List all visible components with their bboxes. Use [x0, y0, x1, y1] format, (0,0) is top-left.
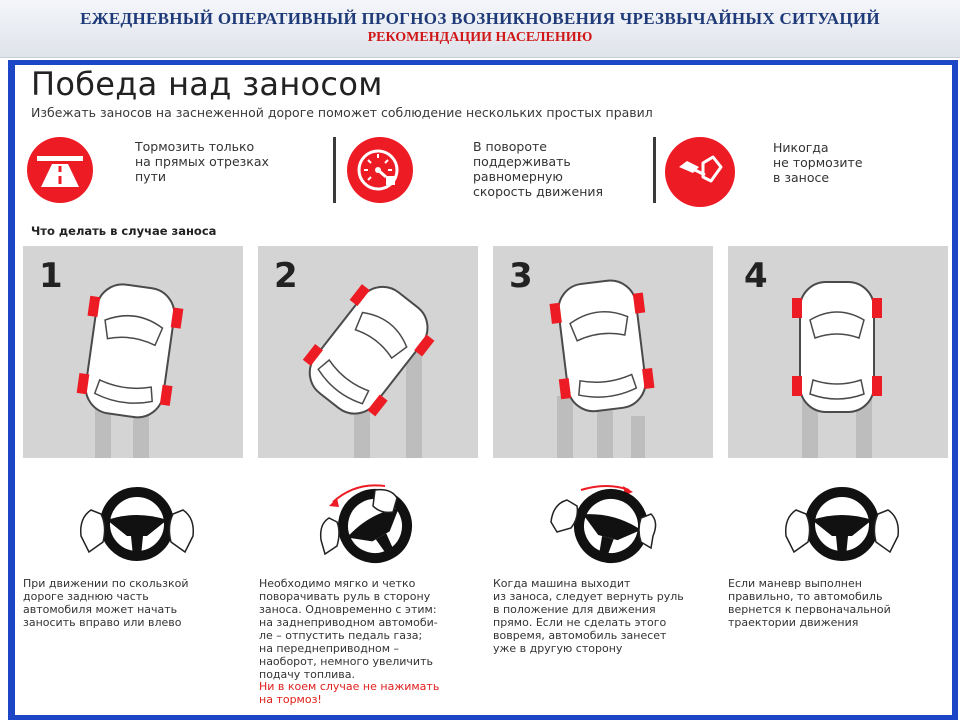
skid-section-label: Что делать в случае заноса: [31, 224, 217, 238]
step-tile-2: [258, 246, 478, 458]
rule-brake-straight: [27, 137, 327, 217]
step-number: 4: [744, 256, 768, 296]
infographic-panel: [15, 65, 952, 715]
rule-text: В повороте поддерживать равномерную скорость движения: [473, 139, 604, 199]
rule-text: Тормозить только на прямых отрезках пути: [135, 139, 269, 184]
rule-divider: [653, 137, 656, 203]
header-title: ЕЖЕДНЕВНЫЙ ОПЕРАТИВНЫЙ ПРОГНОЗ ВОЗНИКНОВЕНИЯ ЧРЕЗВЫЧАЙНЫХ СИТУАЦИЙ: [80, 9, 880, 28]
step-description-4: Если маневр выполнен правильно, то автомобиль вернется к первоначальной траектории движения: [728, 577, 891, 629]
steering-wheel-icon: [67, 480, 207, 564]
step-tile-3: [493, 246, 713, 458]
rule-text: Никогда не тормозите в заносе: [773, 140, 863, 185]
steering-wheel-icon: [772, 480, 912, 564]
rule-steady-speed: [347, 137, 647, 217]
step-tile-4: [728, 246, 948, 458]
speedometer-icon: [347, 137, 413, 203]
step-tile-1: [23, 246, 243, 458]
infographic-subtitle: Избежать заносов на заснеженной дороге поможет соблюдение нескольких простых правил: [31, 105, 653, 120]
step-number: 1: [39, 256, 63, 296]
brake-warning: Ни в коем случае не нажимать на тормоз!: [259, 680, 440, 706]
step-description-1: При движении по скользкой дороге заднюю часть автомобиля может начать заносить вправо или влево: [23, 577, 189, 629]
brake-pedal-icon: [665, 137, 735, 207]
step-number: 2: [274, 256, 298, 296]
infographic-frame: [8, 60, 958, 720]
header-subtitle: РЕКОМЕНДАЦИИ НАСЕЛЕНИЮ: [367, 30, 593, 45]
straight-road-icon: [27, 137, 93, 203]
step-description-3: Когда машина выходит из заноса, следует вернуть руль в положение для движения прямо. Если не сделать этого вовремя, автомобиль занесет уже в другую сторону: [493, 577, 684, 655]
page-header: [0, 0, 960, 58]
infographic-title: Победа над заносом: [31, 65, 383, 103]
step-number: 3: [509, 256, 533, 296]
steering-wheel-icon: [305, 480, 445, 564]
rule-no-brake-skid: [665, 137, 945, 217]
steering-wheel-icon: [537, 480, 677, 564]
rule-divider: [333, 137, 336, 203]
step-description-2: Необходимо мягко и четко поворачивать руль в сторону заноса. Одновременно с этим: на заднеприводном автомоби- ле – отпустить педаль газа; на переднеприводном – наоборот, немного увеличить подачу топлива.: [259, 577, 438, 681]
